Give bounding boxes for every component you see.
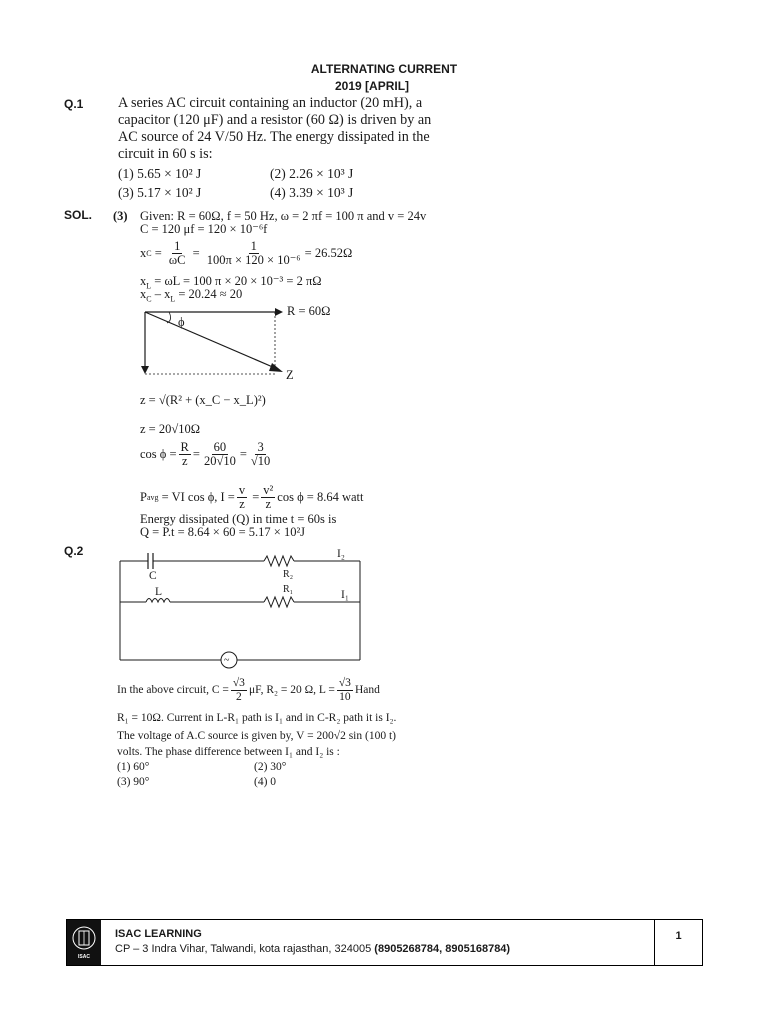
fraction: $\frac{1}{\text{100π × 120 × 10⁻⁶}}$ bbox=[206, 239, 301, 267]
isac-logo bbox=[67, 920, 101, 965]
energy-line-1: Energy dissipated (Q) in time t = 60s is bbox=[140, 512, 337, 526]
sol-capacitance: C = 120 μf = 120 × 10⁻⁶f bbox=[140, 222, 268, 236]
r1-label: R₁ bbox=[283, 584, 294, 595]
logo-text: ISAC bbox=[78, 954, 90, 960]
arrow-head-icon bbox=[269, 363, 283, 372]
z-value: z = 20√10Ω bbox=[140, 422, 200, 436]
q1-label: Q.1 bbox=[64, 97, 84, 111]
q1-line: circuit in 60 s is: bbox=[118, 146, 213, 162]
q2-option-2: (2) 30° bbox=[254, 761, 287, 773]
org-phones: (8905268784, 8905168784) bbox=[374, 943, 511, 955]
fraction: $\frac{√3}{10}$ bbox=[338, 677, 351, 703]
org-address: CP – 3 Indra Vihar, Talwandi, kota rajasthan, 324005 bbox=[115, 943, 372, 955]
inductor bbox=[146, 599, 170, 603]
resistor-r2 bbox=[264, 556, 294, 566]
q2-line-3: The voltage of A.C source is given by, V = 200√2 sin (100 t) bbox=[117, 730, 396, 742]
energy-line-2: Q = P.t = 8.64 × 60 = 5.17 × 10²J bbox=[140, 525, 306, 539]
org-address-line bbox=[115, 943, 510, 955]
sol-answer: (3) bbox=[113, 209, 128, 223]
sol-xc-equation: x C = $\frac{1}{\omega C}$ = $\frac{1}{\text{100π × 120 × 10⁻⁶}}$ = 26.52Ω bbox=[140, 239, 353, 267]
z-formula: z = √(R² + (x_C − x_L)²) bbox=[140, 393, 266, 407]
z-phasor bbox=[145, 312, 275, 368]
q2-line-2: R₁ = 10Ω. Current in L-R₁ path is I₁ and in C-R₂ path it is I₂. bbox=[117, 712, 397, 724]
fraction: $\frac{√3}{2}$ bbox=[232, 677, 245, 703]
c-label: C bbox=[149, 570, 157, 582]
fraction: $\frac{60}{20√10}$ bbox=[203, 440, 236, 468]
z-label: Z bbox=[286, 368, 294, 382]
i1-label: I₁ bbox=[341, 589, 349, 601]
power-equation: P avg = VI cos ϕ, I = $\frac{v}{z}$ = $\frac{\text{v²}}{z}$ cos ϕ = 8.64 watt bbox=[140, 483, 364, 511]
q1-line: A series AC circuit containing an inductor (20 mH), a bbox=[118, 95, 423, 111]
circuit-diagram bbox=[116, 549, 366, 671]
arrow-head-icon bbox=[141, 366, 149, 374]
fraction: $\frac{R}{z}$ bbox=[180, 440, 189, 468]
resistor-r1 bbox=[264, 597, 294, 607]
fraction: $\frac{\text{v²}}{z}$ bbox=[263, 483, 274, 511]
sol-given: Given: R = 60Ω, f = 50 Hz, ω = 2 πf = 100 π and v = 24v bbox=[140, 209, 427, 223]
page-title: ALTERNATING CURRENT bbox=[310, 62, 458, 76]
arrow-head-icon bbox=[275, 308, 283, 316]
fraction: $\frac{3}{√10}$ bbox=[250, 440, 271, 468]
phi-label: ϕ bbox=[178, 315, 185, 329]
cos-equation: cos ϕ = $\frac{R}{z}$ = $\frac{60}{20√10}$ = $\frac{3}{√10}$ bbox=[140, 440, 271, 468]
q1-option-1: (1) 5.65 × 10² J bbox=[118, 166, 202, 181]
footer-info bbox=[101, 920, 720, 965]
q1-text bbox=[118, 95, 438, 163]
q1-option-3: (3) 5.17 × 10² J bbox=[118, 185, 202, 200]
q2-option-4: (4) 0 bbox=[254, 776, 277, 788]
sol-xc-xl: $x_C - x_L = 20.24 \approx 20$ bbox=[140, 287, 243, 304]
page-subtitle: 2019 [APRIL] bbox=[335, 79, 410, 93]
sol-xl-equation: $x_L = \omega L = 100$ π × 20 × 10⁻³ = 2 πΩ bbox=[140, 274, 322, 291]
sol-label: SOL. bbox=[64, 208, 93, 222]
org-name: ISAC LEARNING bbox=[115, 928, 202, 940]
q1-line: capacitor (120 μF) and a resistor (60 Ω) is driven by an bbox=[118, 112, 432, 128]
fraction: $\frac{1}{\omega C}$ bbox=[168, 239, 186, 267]
page-footer bbox=[66, 919, 703, 966]
q2-option-1: (1) 60° bbox=[117, 761, 150, 773]
q1-line: AC source of 24 V/50 Hz. The energy dissipated in the bbox=[118, 129, 430, 145]
page-number-cell bbox=[654, 920, 702, 965]
q2-option-3: (3) 90° bbox=[117, 776, 150, 788]
page-number: 1 bbox=[675, 930, 682, 942]
r2-label: R₂ bbox=[283, 569, 294, 580]
q2-label: Q.2 bbox=[64, 544, 84, 558]
r-label: R = 60Ω bbox=[287, 304, 331, 318]
q1-option-2: (2) 2.26 × 10³ J bbox=[270, 166, 354, 181]
i2-label: I₂ bbox=[337, 548, 345, 560]
l-label: L bbox=[155, 586, 163, 598]
q2-line-4: volts. The phase difference between I₁ and I₂ is : bbox=[117, 746, 340, 758]
ac-source-symbol: ~ bbox=[224, 655, 230, 666]
q1-option-4: (4) 3.39 × 10³ J bbox=[270, 185, 354, 200]
fraction: $\frac{v}{z}$ bbox=[238, 483, 246, 511]
q2-line-1: In the above circuit, C = $\frac{√3}{2}$ μF, R₂ = 20 Ω, L = $\frac{√3}{10}$ Hand bbox=[117, 677, 380, 703]
